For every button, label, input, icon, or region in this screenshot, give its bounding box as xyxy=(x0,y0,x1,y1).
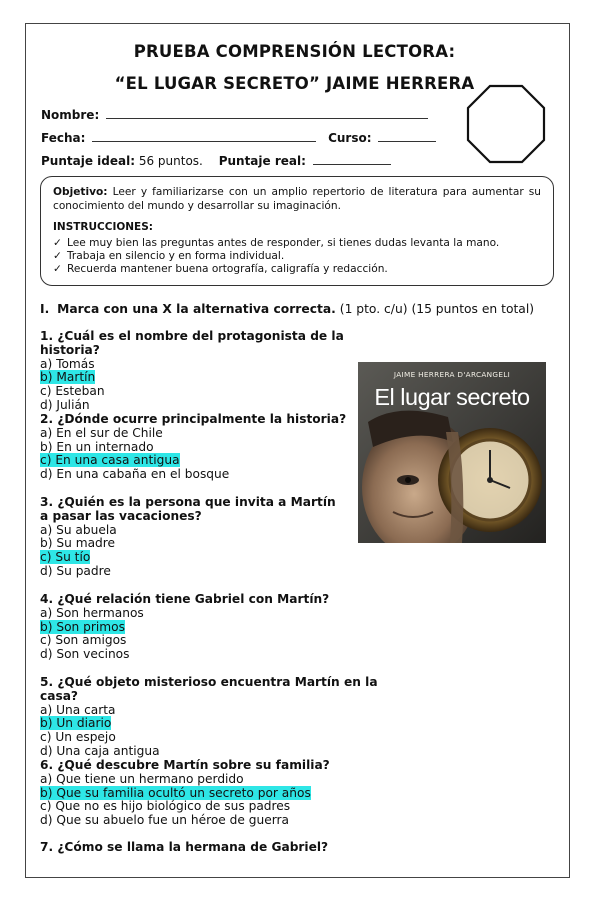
cover-title: El lugar secreto xyxy=(374,384,530,410)
ideal-score-value: 56 puntos. xyxy=(138,154,203,168)
score-octagon xyxy=(466,84,546,164)
option[interactable]: a) Son hermanos xyxy=(40,605,144,620)
question-title: 6. ¿Qué descubre Martín sobre su familia? xyxy=(40,758,330,772)
option[interactable]: d) Julián xyxy=(40,397,90,412)
option-correct[interactable]: c) En una casa antigua xyxy=(40,453,180,468)
score-fields xyxy=(41,154,391,168)
option-correct[interactable]: c) Su tío xyxy=(40,550,91,565)
question-title: 7. ¿Cómo se llama la hermana de Gabriel? xyxy=(40,840,329,854)
check-icon: ✓ xyxy=(53,263,62,275)
option[interactable]: b) En un internado xyxy=(40,439,154,454)
option[interactable]: d) Que su abuelo fue un héroe de guerra xyxy=(40,813,289,828)
option-correct[interactable]: b) Martín xyxy=(40,370,96,385)
cover-author: JAIME HERRERA D'ARCANGELI xyxy=(393,370,511,379)
option[interactable]: c) Son amigos xyxy=(40,633,127,648)
option[interactable]: a) Tomás xyxy=(40,356,95,371)
section-numeral: I. xyxy=(40,302,50,316)
book-cover-image xyxy=(358,362,546,543)
section-heading xyxy=(40,302,534,316)
course-line[interactable] xyxy=(378,140,436,142)
question-title: 1. ¿Cuál es el nombre del protagonista de la historia? xyxy=(40,329,344,357)
question-title: 5. ¿Qué objeto misterioso encuentra Martín en la casa? xyxy=(40,675,378,703)
question-title: 4. ¿Qué relación tiene Gabriel con Martín? xyxy=(40,592,330,606)
course-label: Curso: xyxy=(328,131,372,145)
name-label: Nombre: xyxy=(41,108,100,122)
option[interactable]: d) Su padre xyxy=(40,563,111,578)
name-line[interactable] xyxy=(106,117,428,119)
real-score-line[interactable] xyxy=(313,163,391,165)
instruction-item: ✓ Trabaja en silencio y en forma individual. xyxy=(53,250,285,262)
objective-label: Objetivo: xyxy=(53,186,108,198)
instruction-item: ✓ Lee muy bien las preguntas antes de responder, si tienes dudas levanta la mano. xyxy=(53,237,500,249)
name-field[interactable] xyxy=(41,108,428,122)
option[interactable]: c) Que no es hijo biológico de sus padres xyxy=(40,799,291,814)
book-title-heading: “EL LUGAR SECRETO” JAIME HERRERA xyxy=(114,74,475,93)
option-correct[interactable]: b) Que su familia ocultó un secreto por años xyxy=(40,785,311,800)
question-title: 3. ¿Quién es la persona que invita a Martín a pasar las vacaciones? xyxy=(40,495,336,523)
question-6 xyxy=(40,759,400,828)
question-7 xyxy=(40,841,400,855)
option[interactable]: d) Son vecinos xyxy=(40,647,130,662)
question-2 xyxy=(40,413,350,482)
option[interactable]: c) Un espejo xyxy=(40,730,116,745)
objective-paragraph xyxy=(53,185,541,213)
section-note: (1 pto. c/u) (15 puntos en total) xyxy=(339,302,535,316)
objective-text: Leer y familiarizarse con un amplio repertorio de literatura para aumentar su conocimiento del mundo y desarrollar su imaginación. xyxy=(53,186,541,212)
question-1 xyxy=(40,330,360,413)
instructions-list xyxy=(53,237,541,276)
option[interactable]: a) Una carta xyxy=(40,702,116,717)
date-line[interactable] xyxy=(92,140,316,142)
question-title: 2. ¿Dónde ocurre principalmente la historia? xyxy=(40,412,347,426)
date-label: Fecha: xyxy=(41,131,86,145)
instruction-item: ✓ Recuerda mantener buena ortografía, caligrafía y redacción. xyxy=(53,263,388,275)
check-icon: ✓ xyxy=(53,237,62,249)
option[interactable]: a) Que tiene un hermano perdido xyxy=(40,771,244,786)
question-5 xyxy=(40,676,400,759)
question-4 xyxy=(40,593,360,662)
question-3 xyxy=(40,496,340,579)
test-title: PRUEBA COMPRENSIÓN LECTORA: xyxy=(133,42,456,61)
option-correct[interactable]: b) Un diario xyxy=(40,716,112,731)
date-field[interactable] xyxy=(41,131,436,145)
objective-box xyxy=(40,176,554,286)
ideal-score-label: Puntaje ideal: xyxy=(41,154,135,168)
check-icon: ✓ xyxy=(53,250,62,262)
option[interactable]: c) Esteban xyxy=(40,384,105,399)
option[interactable]: a) Su abuela xyxy=(40,522,117,537)
real-score-label: Puntaje real: xyxy=(218,154,306,168)
option[interactable]: b) Su madre xyxy=(40,536,116,551)
option[interactable]: d) En una cabaña en el bosque xyxy=(40,467,230,482)
option-correct[interactable]: b) Son primos xyxy=(40,619,125,634)
instructions-heading: INSTRUCCIONES: xyxy=(53,221,153,233)
section-title: Marca con una X la alternativa correcta. xyxy=(57,302,336,316)
option[interactable]: a) En el sur de Chile xyxy=(40,425,163,440)
option[interactable]: d) Una caja antigua xyxy=(40,743,160,758)
